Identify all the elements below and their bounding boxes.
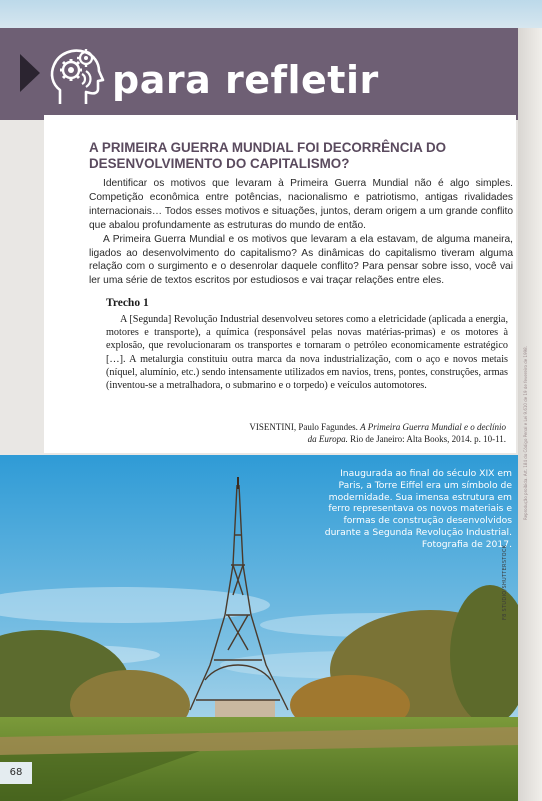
intro-paragraph: A Primeira Guerra Mundial e os motivos que levaram a ela estavam, de alguma maneira, ligados ao desenvolvimento do capitalismo? As dinâmicas do capitalismo tiveram alguma relação com o surgimento e o desenrolar daquele conflito? Para pensar sobre isso, você vai ler uma série de textos escritos por estudiosos e vai traçar relações entre eles. [89,233,513,287]
play-arrow-icon [20,54,40,92]
intro-paragraph: Identificar os motivos que levaram à Primeira Guerra Mundial não é algo simples. Competição econômica entre potências, nacionalismo e patriotismo, antigas rivalidades internacionais… Todos esses motivos e situações, juntos, deram origem a um grande conflito que abalou profundamente as estruturas do mundo de então. [89,178,513,231]
top-margin-strip [0,0,542,28]
text-panel [44,115,516,453]
source-title: A Primeira Guerra Mundial e o declínio da Europa. [307,422,506,444]
section-title: para refletir [112,58,379,102]
photo-caption: Inaugurada ao final do século XIX em Paris, a Torre Eiffel era um símbolo de modernidade. Sua imensa estrutura em ferro representava os novos materiais e formas de construção desenvolvidos durante a Segunda Revolução Industrial. Fotografia de 2017. [324,468,512,550]
intro-text [89,177,513,288]
page-gutter [518,28,542,801]
source-author: VISENTINI, Paulo Fagundes. [249,422,358,432]
question-heading: A PRIMEIRA GUERRA MUNDIAL FOI DECORRÊNCIA DO DESENVOLVIMENTO DO CAPITALISMO? [89,140,447,171]
source-publisher: Rio de Janeiro: Alta Books, 2014. p. 10-11. [350,434,506,444]
excerpt-label: Trecho 1 [106,297,149,309]
photo-credit: F8 STUDIO/SHUTTERSTOCK [502,544,508,620]
head-gears-icon [46,44,106,108]
legal-notice: Reprodução proibida. Art. 184 do Código Penal e Lei 9.610 de 19 de fevereiro de 1998. [523,346,528,520]
section-banner [0,28,542,120]
excerpt-source [246,421,506,445]
excerpt-text: A [Segunda] Revolução Industrial desenvolveu setores como a eletricidade (aplicada a energia, motores e transporte), a química (responsável pelas novas matérias-primas) e os motores à explosão, que revolucionaram os transportes e tornaram o petróleo economicamente estratégico […]. A metalurgia constituiu outra marca da nova industrialização, com o aço e novos metais (níquel, alumínio, etc.) sendo intensamente utilizados em navios, trens, pontes, construções, armas (inventou-se a metralhadora, o submarino e o torpedo) e veículos automotores. [106,314,508,392]
page-number: 68 [0,762,32,784]
